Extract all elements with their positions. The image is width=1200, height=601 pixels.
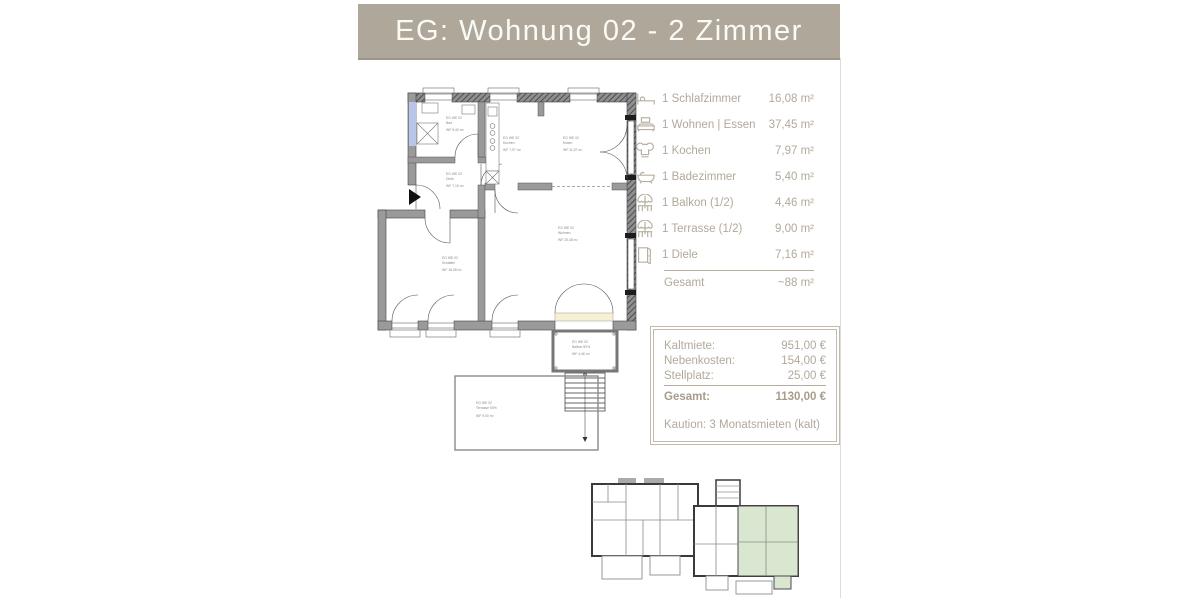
room-item-label: 1 Balkon (1/2) [662,197,734,209]
chef-hat-icon [636,142,662,160]
page-right-edge [840,58,841,598]
parasol-icon [636,194,662,212]
balcony [553,331,617,371]
bathroom-fixtures [409,102,475,146]
overview-plan [588,478,804,596]
page-title: EG: Wohnung 02 - 2 Zimmer [358,4,840,60]
price-box-inner [653,329,837,442]
list-item [636,164,814,190]
total-label: Gesamt [664,277,705,289]
price-value: 951,00 € [781,339,826,352]
room-item-label: 1 Terrasse (1/2) [662,223,743,235]
price-label: Kaltmiete: [664,339,716,352]
room-item-value: 7,16 m² [775,249,814,261]
deposit-note: Kaution: 3 Monatsmieten (kalt) [664,419,820,431]
bathtub-icon [636,169,662,185]
room-item-value: 4,46 m² [775,197,814,209]
stairs [565,373,605,442]
room-label: EG WE 02 [503,136,520,140]
overview-plan-drawing [588,478,804,596]
sofa-icon [636,116,662,134]
room-label: EG WE 02 [563,136,580,140]
floor-plan [370,85,650,485]
room-item-label: 1 Kochen [662,145,711,157]
price-value: 154,00 € [781,354,826,367]
list-item [636,216,814,242]
price-total-row [664,385,826,405]
room-label: WF 7,97 m² [503,148,521,152]
room-label: EG WE 02 [442,256,459,260]
room-label: Bad [446,121,453,125]
highlighted-unit [738,506,798,576]
bed-icon [636,91,662,107]
room-label: EG WE 02 [558,226,575,230]
room-label: Schlafen [442,261,456,265]
room-label: EG WE 02 [446,172,463,176]
parasol-icon [636,220,662,238]
door-icon [636,246,662,264]
room-item-value: 7,97 m² [775,145,814,157]
price-value: 25,00 € [787,369,826,382]
floor-plan-drawing [370,85,650,485]
overview-right-building [694,480,798,594]
room-label: WF 4,46 m² [572,352,590,356]
room-label: Kochen [503,141,515,145]
price-label: Nebenkosten: [664,354,735,367]
highlighted-balcony [774,576,791,589]
list-item [636,112,814,138]
room-list [636,86,814,295]
balcony-door-sill [555,313,613,321]
room-label: Balkon 50% [572,345,591,349]
list-item [636,190,814,216]
room-label: Terrasse 50% [476,406,497,410]
room-label: WF 7,16 m² [446,184,464,188]
room-label: EG WE 02 [572,340,589,344]
price-total-label: Gesamt: [664,390,711,403]
kitchen-fixtures [486,103,499,184]
room-item-value: 9,00 m² [775,223,814,235]
price-label: Stellplatz: [664,369,714,382]
room-label: Diele [446,177,454,181]
room-item-label: 1 Wohnen | Essen [662,119,756,131]
list-item [636,242,814,268]
room-label: Essen [563,141,573,145]
top-windows [423,88,599,100]
price-total-value: 1130,00 € [775,390,826,403]
room-label: Wohnen [558,231,571,235]
interior-walls [408,102,627,321]
room-label: WF 5,40 m² [446,128,464,132]
door-arcs [392,125,627,321]
price-row [664,368,826,383]
room-label: WF 25,48 m² [558,238,578,242]
room-label: WF 11,97 m² [563,148,583,152]
room-list-total [664,270,814,295]
total-value: ~88 m² [777,277,814,289]
room-item-label: 1 Badezimmer [662,171,737,183]
overview-left-building [592,478,698,579]
room-label: WF 16,08 m² [442,268,462,272]
room-item-value: 5,40 m² [775,171,814,183]
list-item [636,138,814,164]
room-label: WF 9,00 m² [476,414,494,418]
room-item-label: 1 Diele [662,249,698,261]
list-item [636,86,814,112]
entrance-arrow [409,189,421,205]
price-row [664,338,826,353]
price-row [664,353,826,368]
room-label: EG WE 02 [476,401,493,405]
room-item-label: 1 Schlafzimmer [662,93,742,105]
room-label: EG WE 02 [446,116,463,120]
price-box [650,326,840,445]
room-item-value: 16,08 m² [768,93,814,105]
room-item-value: 37,45 m² [768,119,814,131]
